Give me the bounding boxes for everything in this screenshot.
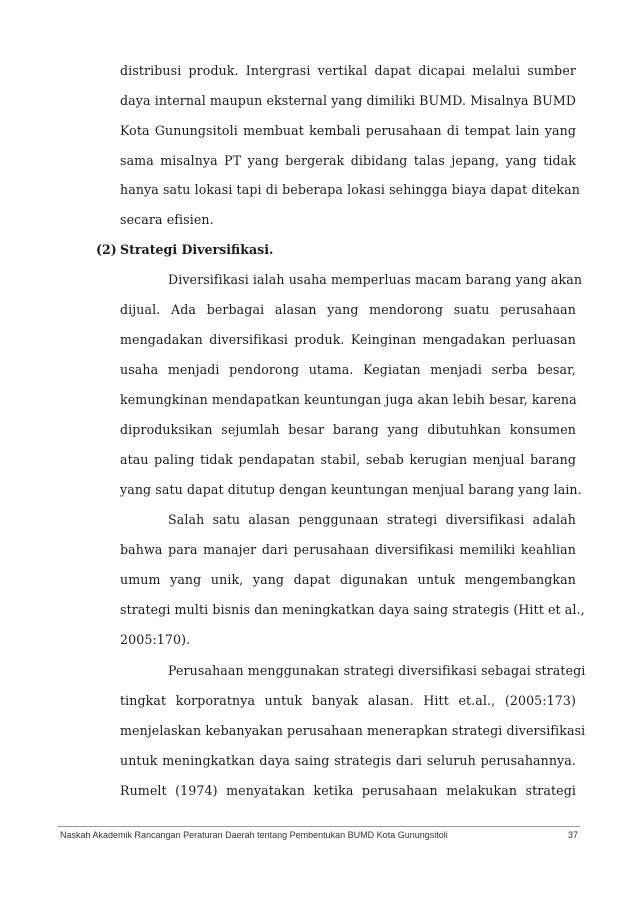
- text-line: hanya satu lokasi tapi di beberapa lokasi sehingga biaya dapat ditekan: [120, 182, 580, 197]
- text-line: distribusi produk. Intergrasi vertikal dapat dicapai melalui sumber: [120, 63, 576, 78]
- text-line: umum yang unik, yang dapat digunakan untuk mengembangkan: [120, 572, 576, 587]
- section-title: Strategi Diversifikasi.: [120, 242, 274, 257]
- page-number: 37: [567, 830, 578, 840]
- footer-title: Naskah Akademik Rancangan Peraturan Daerah tentang Pembentukan BUMD Kota Gunungsitoli: [60, 830, 448, 840]
- text-line: atau paling tidak pendapatan stabil, sebab kerugian menjual barang: [120, 452, 576, 467]
- text-line: strategi multi bisnis dan meningkatkan daya saing strategis (Hitt et al.,: [120, 602, 585, 617]
- text-line: mengadakan diversifikasi produk. Keinginan mengadakan perluasan: [120, 332, 576, 347]
- text-line: menjelaskan kebanyakan perusahaan menerapkan strategi diversifikasi: [120, 723, 586, 738]
- text-line: 2005:170).: [120, 632, 191, 647]
- text-line: Perusahaan menggunakan strategi diversifikasi sebagai strategi: [168, 663, 586, 678]
- text-line: diproduksikan sejumlah besar barang yang dibutuhkan konsumen: [120, 422, 576, 437]
- text-line: sama misalnya PT yang bergerak dibidang talas jepang, yang tidak: [120, 153, 576, 168]
- text-line: yang satu dapat ditutup dengan keuntungan menjual barang yang lain.: [120, 482, 582, 497]
- text-line: usaha menjadi pendorong utama. Kegiatan menjadi serba besar,: [120, 362, 576, 377]
- text-line: kemungkinan mendapatkan keuntungan juga akan lebih besar, karena: [120, 392, 577, 407]
- section-heading: [96, 241, 273, 259]
- footer-divider: [58, 826, 580, 827]
- text-line: bahwa para manajer dari perusahaan diversifikasi memiliki keahlian: [120, 542, 576, 557]
- text-line: daya internal maupun eksternal yang dimiliki BUMD. Misalnya BUMD: [120, 93, 577, 108]
- text-line: Diversifikasi ialah usaha memperluas macam barang yang akan: [168, 272, 583, 287]
- text-line: Salah satu alasan penggunaan strategi diversifikasi adalah: [168, 512, 576, 527]
- text-line: Rumelt (1974) menyatakan ketika perusahaan melakukan strategi: [120, 783, 576, 798]
- text-line: untuk meningkatkan daya saing strategis dari seluruh perusahannya.: [120, 753, 576, 768]
- text-line: dijual. Ada berbagai alasan yang mendorong suatu perusahaan: [120, 302, 576, 317]
- text-line: Kota Gunungsitoli membuat kembali perusahaan di tempat lain yang: [120, 123, 576, 138]
- text-line: secara efisien.: [120, 212, 214, 227]
- section-number: (2): [96, 242, 117, 257]
- text-line: tingkat korporatnya untuk banyak alasan. Hitt et.al., (2005:173): [120, 693, 576, 708]
